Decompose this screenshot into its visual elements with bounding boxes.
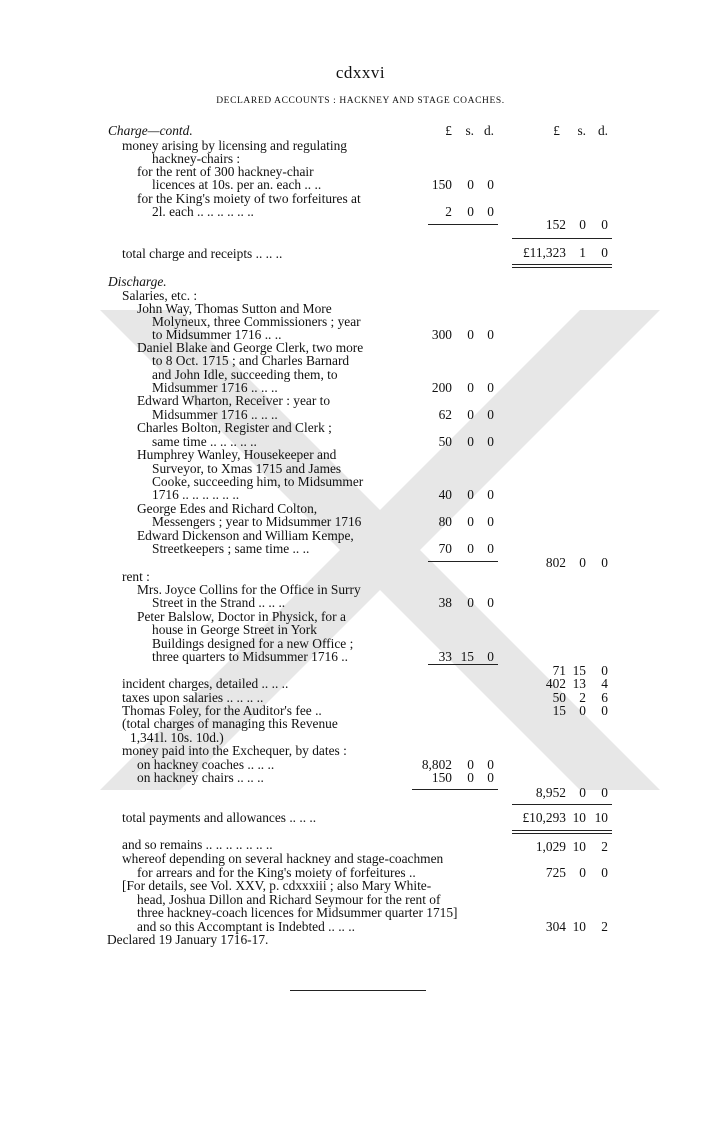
amount-pence: 0 [601,663,608,678]
salaries-heading: Salaries, etc. : [122,288,198,303]
double-rule [512,833,612,834]
rent-heading: rent : [122,569,150,584]
amount-shillings: 0 [579,785,586,800]
entry-line: on hackney chairs .. .. .. [137,770,264,785]
amount-pence: 6 [601,690,608,705]
charge-line: hackney-chairs : [152,151,241,166]
amount-shillings: 0 [467,487,474,502]
amount-pence: 0 [487,757,494,772]
amount-shillings: 0 [579,703,586,718]
amount-shillings: 10 [572,919,586,934]
discharge-heading: Discharge. [108,274,167,289]
rule [428,224,498,225]
amount-pounds: 402 [545,676,566,691]
amount-pence: 2 [601,919,608,934]
remains-label: and so remains .. .. .. .. .. .. .. [122,837,273,852]
amount-pounds: 50 [552,690,566,705]
amount-pounds: £10,293 [522,810,566,825]
amount-pounds: 725 [545,865,566,880]
remains-line: whereof depending on several hackney and stage-coachmen [122,851,444,866]
entry-line: Street in the Strand .. .. .. [152,595,286,610]
closing-rule [290,990,426,991]
entry-line: money paid into the Exchequer, by dates : [122,743,347,758]
amount-pounds: 33 [438,649,452,664]
amount-shillings: 0 [467,541,474,556]
amount-pence: 0 [487,177,494,192]
amount-pence: 2 [601,839,608,854]
amount-pounds: 150 [431,177,452,192]
remains-line: head, Joshua Dillon and Richard Seymour for the rent of [137,892,441,907]
amount-pence: 0 [487,380,494,395]
header-pounds-2: £ [553,123,560,138]
charge-line: for the rent of 300 hackney-chair [137,164,314,179]
amount-shillings: 0 [467,204,474,219]
amount-shillings: 13 [572,676,586,691]
header-shillings-1: s. [465,123,474,138]
entry-line: Daniel Blake and George Clerk, two more [137,340,364,355]
header-pence-1: d. [483,123,494,138]
amount-pounds: 802 [545,555,566,570]
amount-pence: 0 [487,434,494,449]
entry-line: to 8 Oct. 1715 ; and Charles Barnard [152,353,350,368]
amount-pence: 0 [601,555,608,570]
amount-shillings: 0 [467,434,474,449]
entry-line: Charles Bolton, Register and Clerk ; [137,420,332,435]
total-payments-label: total payments and allowances .. .. .. [122,810,317,825]
amount-shillings: 0 [579,217,586,232]
note-line: 1,341l. 10s. 10d.) [130,730,224,745]
declared-date: Declared 19 January 1716-17. [107,932,269,947]
amount-pence: 4 [601,676,608,691]
amount-pence: 0 [601,865,608,880]
amount-shillings: 0 [467,380,474,395]
amount-pounds: 152 [545,217,566,232]
entry-line: Surveyor, to Xmas 1715 and James [152,461,342,476]
amount-pounds: £11,323 [522,245,566,260]
entry-line: Edward Wharton, Receiver : year to [137,393,331,408]
rule [512,238,612,239]
amount-pence: 0 [487,327,494,342]
amount-pence: 0 [487,595,494,610]
entry-line: taxes upon salaries .. .. .. .. [122,690,264,705]
entry-line: Mrs. Joyce Collins for the Office in Surry [137,582,361,597]
amount-pence: 0 [487,541,494,556]
header-pounds-1: £ [445,123,452,138]
amount-shillings: 0 [467,177,474,192]
entry-line: house in George Street in York [152,622,317,637]
remains-line: [For details, see Vol. XXV, p. cdxxxiii ; also Mary White- [122,878,432,893]
remains-line: for arrears and for the King's moiety of forfeitures .. [137,865,416,880]
double-rule [512,267,612,268]
note-line: (total charges of managing this Revenue [122,716,338,731]
double-rule [512,264,612,265]
entry-line: and John Idle, succeeding them, to [152,367,338,382]
header-pence-2: d. [597,123,608,138]
running-head: DECLARED ACCOUNTS : HACKNEY AND STAGE COACHES. [216,96,505,106]
amount-pence: 0 [487,407,494,422]
amount-pence: 0 [601,785,608,800]
entry-line: Midsummer 1716 .. .. .. [152,380,278,395]
charge-line: licences at 10s. per an. each .. .. [152,177,322,192]
total-charge-label: total charge and receipts .. .. .. [122,246,283,261]
amount-pounds: 70 [438,541,452,556]
amount-pence: 0 [487,514,494,529]
amount-pounds: 40 [438,487,452,502]
charge-line: 2l. each .. .. .. .. .. .. [152,204,254,219]
amount-pounds: 71 [552,663,566,678]
entry-line: Thomas Foley, for the Auditor's fee .. [122,703,322,718]
amount-pounds: 1,029 [535,839,566,854]
entry-line: on hackney coaches .. .. .. [137,757,275,772]
amount-shillings: 10 [572,810,586,825]
page-number: cdxxvi [335,63,386,82]
charge-heading: Charge—contd. [108,123,193,138]
amount-shillings: 15 [572,663,586,678]
amount-shillings: 1 [579,245,586,260]
amount-pounds: 62 [438,407,452,422]
amount-pence: 0 [601,703,608,718]
amount-shillings: 15 [460,649,474,664]
amount-pence: 0 [487,204,494,219]
amount-pounds: 80 [438,514,452,529]
entry-line: to Midsummer 1716 .. .. [152,327,282,342]
amount-pounds: 200 [431,380,452,395]
entry-line: John Way, Thomas Sutton and More [137,301,332,316]
amount-pence: 0 [487,487,494,502]
amount-pounds: 150 [431,770,452,785]
amount-pounds: 8,802 [421,757,452,772]
amount-shillings: 10 [572,839,586,854]
amount-pounds: 8,952 [535,785,566,800]
entry-line: incident charges, detailed .. .. .. [122,676,289,691]
amount-pounds: 2 [445,204,452,219]
entry-line: Midsummer 1716 .. .. .. [152,407,278,422]
amount-pounds: 300 [431,327,452,342]
rule [412,789,498,790]
entry-line: George Edes and Richard Colton, [137,501,318,516]
entry-line: three quarters to Midsummer 1716 .. [152,649,348,664]
amount-shillings: 0 [467,770,474,785]
amount-shillings: 0 [467,514,474,529]
amount-shillings: 0 [467,407,474,422]
amount-pounds: 38 [438,595,452,610]
rule [428,561,498,562]
amount-shillings: 0 [467,757,474,772]
amount-shillings: 0 [579,865,586,880]
amount-shillings: 0 [467,327,474,342]
entry-line: Messengers ; year to Midsummer 1716 [152,514,362,529]
entry-line: Molyneux, three Commissioners ; year [152,314,361,329]
entry-line: Buildings designed for a new Office ; [152,636,354,651]
amount-pence: 0 [487,649,494,664]
amount-shillings: 0 [579,555,586,570]
entry-line: Cooke, succeeding him, to Midsummer [152,474,364,489]
amount-pence: 0 [601,245,608,260]
entry-line: same time .. .. .. .. .. [152,434,257,449]
rule [512,804,612,805]
entry-line: Streetkeepers ; same time .. .. [152,541,310,556]
rule [428,664,498,665]
header-shillings-2: s. [577,123,586,138]
amount-shillings: 2 [579,690,586,705]
entry-line: Peter Balslow, Doctor in Physick, for a [137,609,346,624]
amount-pence: 0 [601,217,608,232]
amount-pounds: 50 [438,434,452,449]
remains-line: and so this Accomptant is Indebted .. .. .. [137,919,355,934]
charge-line: for the King's moiety of two forfeitures at [137,191,361,206]
entry-line: 1716 .. .. .. .. .. .. [152,487,240,502]
double-rule [512,830,612,831]
amount-shillings: 0 [467,595,474,610]
amount-pence: 10 [594,810,608,825]
entry-line: Humphrey Wanley, Housekeeper and [137,447,337,462]
amount-pence: 0 [487,770,494,785]
amount-pounds: 304 [545,919,566,934]
remains-line: three hackney-coach licences for Midsummer quarter 1715] [137,905,458,920]
amount-pounds: 15 [552,703,566,718]
entry-line: Edward Dickenson and William Kempe, [137,528,354,543]
charge-line: money arising by licensing and regulating [122,138,347,153]
